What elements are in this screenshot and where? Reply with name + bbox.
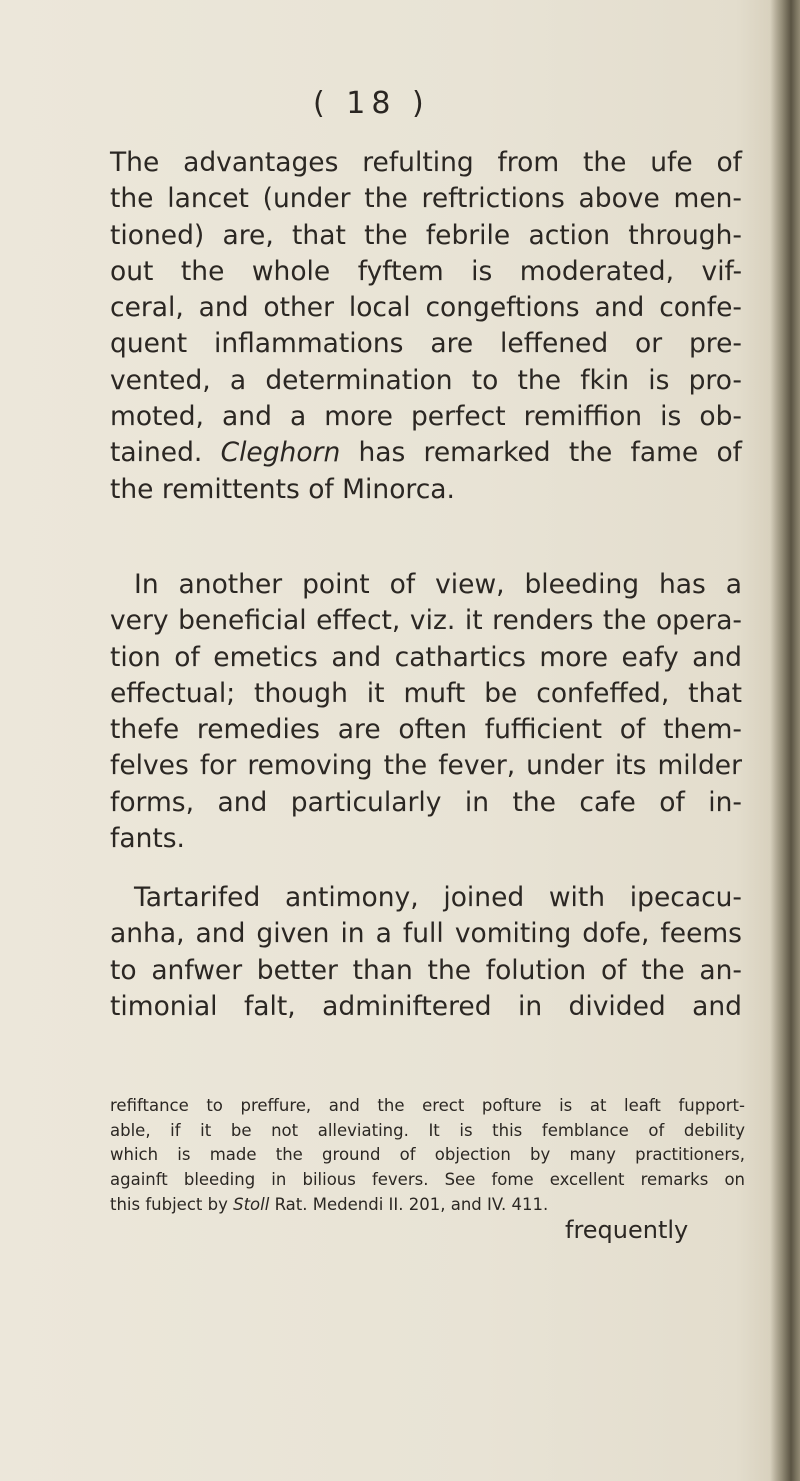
text-line: The advantages refulting from the ufe of — [110, 147, 742, 178]
text-line: quent inflammations are leffened or pre- — [110, 328, 742, 360]
text-line: vented, a determination to the fkin is pro- — [110, 364, 742, 396]
text-line: anha, and given in a full vomiting dofe, feems — [110, 918, 742, 950]
text-run: tained. — [110, 437, 221, 469]
paragraph-lancet-advantages — [110, 145, 742, 508]
footnote-line: able, if it be not alleviating. It is this femblance of debility — [110, 1120, 745, 1140]
text-run: has remarked the fame of — [340, 437, 742, 469]
paragraph-bleeding-benefit — [110, 567, 742, 857]
text-line: very beneficial effect, viz. it renders the opera- — [110, 605, 742, 637]
text-line: out the whole fyftem is moderated, vif- — [110, 255, 742, 287]
footnote-line — [110, 1193, 745, 1218]
text-line: the remittents of Minorca. — [110, 473, 455, 505]
text-line: to anfwer better than the folution of the an- — [110, 954, 742, 986]
footnote — [110, 1094, 745, 1218]
text-line: ceral, and other local congeftions and confe- — [110, 292, 742, 324]
text-line: tioned) are, that the febrile action through- — [110, 219, 742, 251]
text-line: forms, and particularly in the cafe of in- — [110, 786, 742, 818]
text-line: Tartarifed antimony, joined with ipecacu- — [134, 882, 742, 913]
catchword: frequently — [565, 1216, 689, 1244]
text-line: effectual; though it muft be confeffed, that — [110, 677, 742, 709]
page-gutter-shadow — [770, 0, 800, 1481]
page-number-header: ( 18 ) — [313, 86, 430, 121]
author-name-stoll: Stoll — [233, 1194, 270, 1214]
author-name-cleghorn: Cleghorn — [220, 437, 341, 469]
footnote-line: which is made the ground of objection by many practitioners, — [110, 1145, 745, 1165]
text-line: thefe remedies are often fufficient of them- — [110, 714, 742, 746]
text-run: this fubject by — [110, 1194, 234, 1214]
text-line: timonial falt, adminiftered in divided and — [110, 990, 742, 1022]
text-line: tion of emetics and cathartics more eafy and — [110, 641, 742, 673]
text-line: fants. — [110, 823, 185, 855]
text-run: Rat. Medendi II. 201, and IV. 411. — [269, 1194, 549, 1214]
footnote-line: againft bleeding in bilious fevers. See fome excellent remarks on — [110, 1170, 745, 1190]
text-line: In another point of view, bleeding has a — [134, 569, 742, 600]
text-line — [110, 435, 742, 471]
text-line: the lancet (under the reftrictions above men- — [110, 183, 742, 215]
paragraph-tartarised-antimony — [110, 880, 742, 1025]
text-line: felves for removing the fever, under its milder — [110, 750, 742, 782]
text-line: moted, and a more perfect remiffion is ob- — [110, 401, 742, 433]
footnote-line: refiftance to preffure, and the erect pofture is at leaft fupport- — [110, 1096, 745, 1115]
